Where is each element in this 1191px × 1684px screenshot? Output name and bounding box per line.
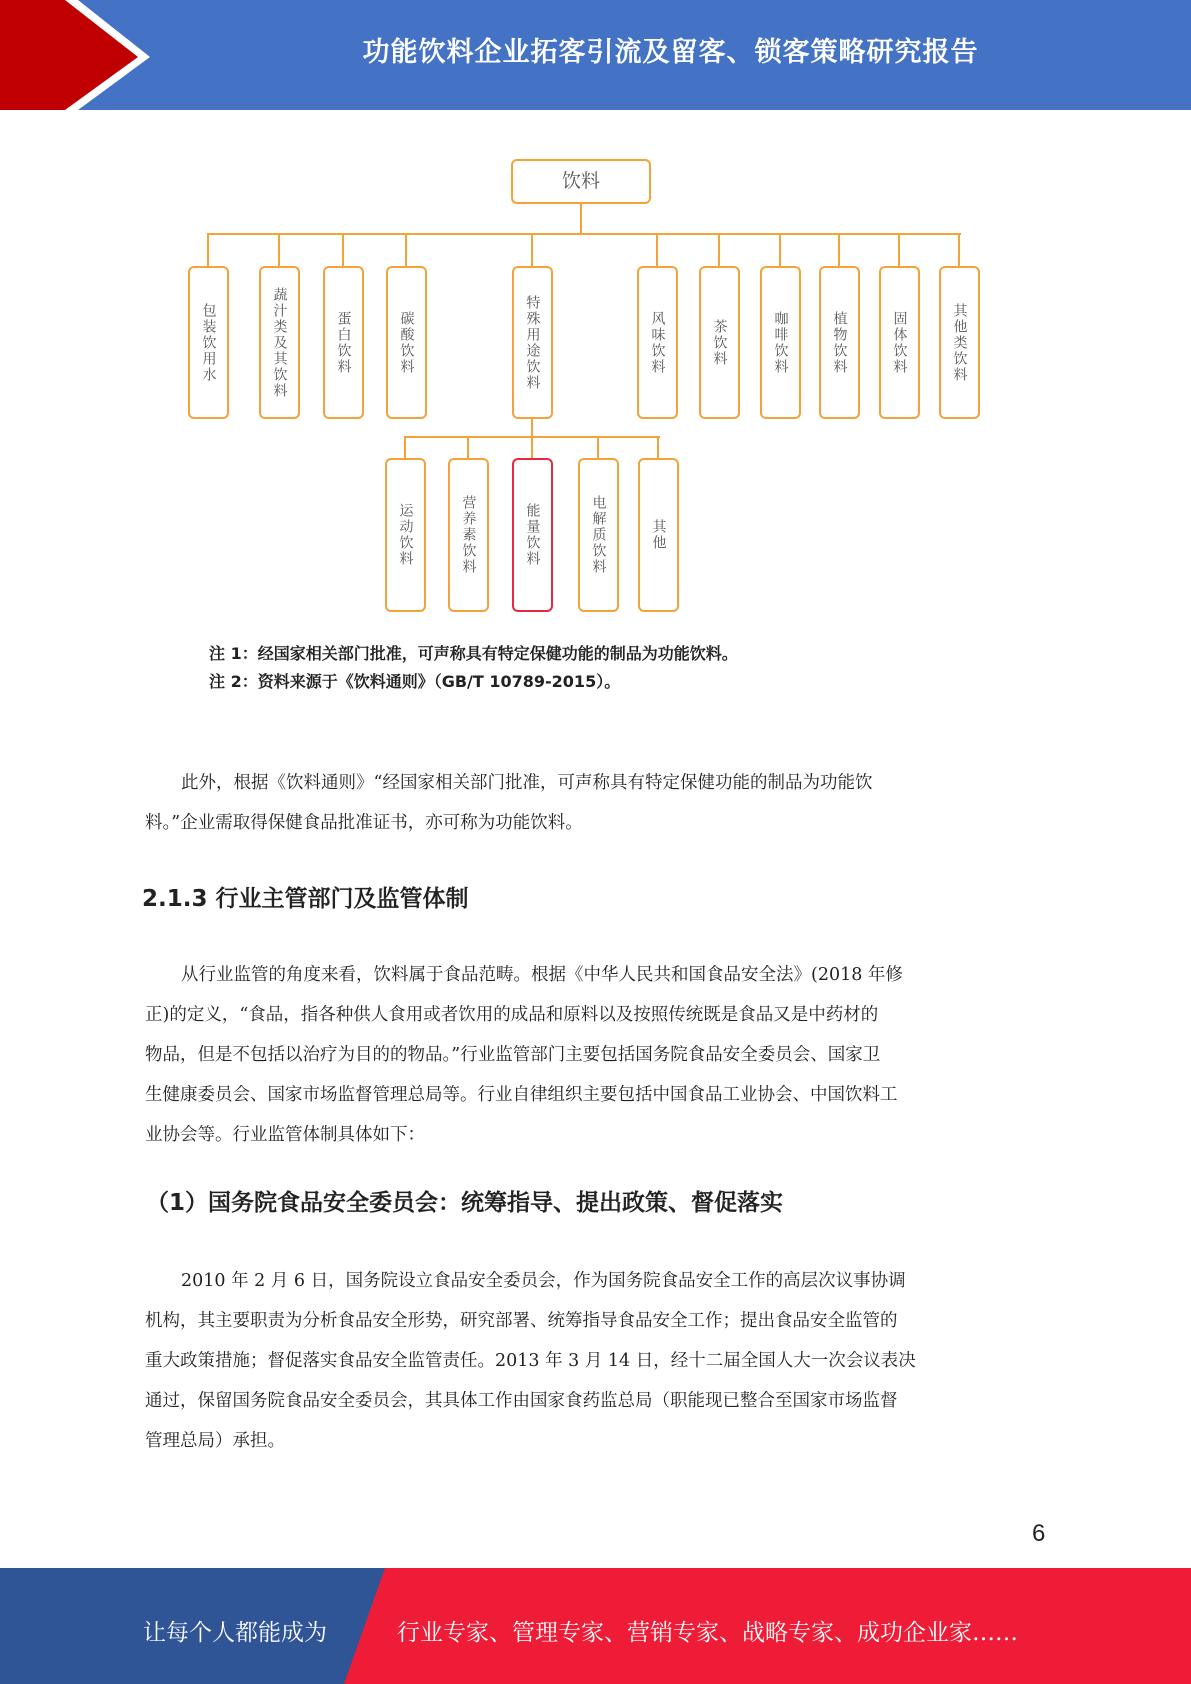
footer-slogan-left: 让每个人都能成为 — [143, 1620, 327, 1646]
page-header — [0, 0, 1191, 110]
diagram-highlighted-node: 能量饮料 — [512, 458, 553, 612]
note-2: 注 2：资料来源于《饮料通则》（GB/T 10789-2015）。 — [209, 672, 621, 691]
diagram-category-node: 其他类饮料 — [939, 266, 980, 419]
connector-line — [278, 233, 280, 266]
connector-line — [657, 436, 659, 458]
section-heading-2-1-3: 2.1.3 行业主管部门及监管体制 — [142, 886, 469, 912]
connector-line — [838, 233, 840, 266]
text-line: 通过，保留国务院食品安全委员会，其具体工作由国家食药监总局（职能现已整合至国家市场监督 — [145, 1391, 898, 1411]
diagram-category-node: 茶饮料 — [699, 266, 740, 419]
text-line: 机构，其主要职责为分析食品安全形势，研究部署、统筹指导食品安全工作；提出食品安全监管的 — [145, 1311, 898, 1331]
paragraph-regulation-overview — [145, 955, 1050, 1155]
report-title: 功能饮料企业拓客引流及留客、锁客策略研究报告 — [362, 37, 979, 68]
paragraph-food-safety-committee — [145, 1261, 1050, 1461]
connector-line — [467, 436, 469, 458]
diagram-category-node: 碳酸饮料 — [386, 266, 427, 419]
text-line: 生健康委员会、国家市场监督管理总局等。行业自律组织主要包括中国食品工业协会、中国饮料工 — [145, 1085, 898, 1105]
diagram-category-node: 植物饮料 — [819, 266, 860, 419]
text-line: 管理总局）承担。 — [145, 1431, 285, 1451]
text-line: 物品，但是不包括以治疗为目的的物品。”行业监管部门主要包括国务院食品安全委员会、国家卫 — [145, 1045, 881, 1065]
diagram-category-node: 蛋白饮料 — [323, 266, 364, 419]
connector-line — [597, 436, 599, 458]
text-line: 此外，根据《饮料通则》“经国家相关部门批准，可声称具有特定保健功能的制品为功能饮 — [181, 773, 873, 793]
connector-line — [342, 233, 344, 266]
connector-line — [531, 419, 533, 437]
text-line: 正)的定义，“食品，指各种供人食用或者饮用的成品和原料以及按照传统既是食品又是中药材的 — [145, 1005, 879, 1025]
diagram-subcategory-node: 运动饮料 — [385, 458, 426, 612]
connector-line — [208, 233, 961, 235]
diagram-category-node: 包装饮用水 — [188, 266, 229, 419]
diagram-category-node: 风味饮料 — [637, 266, 678, 419]
connector-line — [404, 436, 406, 458]
page-footer — [0, 1568, 1191, 1684]
text-line: 从行业监管的角度来看，饮料属于食品范畴。根据《中华人民共和国食品安全法》(2018 年修 — [181, 965, 903, 985]
paragraph-functional-beverage-definition — [145, 763, 1050, 843]
connector-line — [958, 233, 960, 266]
connector-line — [898, 233, 900, 266]
footer-slogan-right: 行业专家、管理专家、营销专家、战略专家、成功企业家…… — [397, 1620, 1018, 1646]
note-1: 注 1：经国家相关部门批准，可声称具有特定保健功能的制品为功能饮料。 — [209, 644, 738, 663]
diagram-category-node: 特殊用途饮料 — [512, 266, 553, 419]
connector-line — [531, 436, 533, 458]
page-number: 6 — [1032, 1520, 1046, 1547]
connector-line — [779, 233, 781, 266]
diagram-subcategory-node: 电解质饮料 — [578, 458, 619, 612]
diagram-category-node: 蔬汁类及其饮料 — [259, 266, 300, 419]
text-line: 2010 年 2 月 6 日，国务院设立食品安全委员会，作为国务院食品安全工作的高层次议事协调 — [181, 1271, 906, 1291]
text-line: 重大政策措施；督促落实食品安全监管责任。2013 年 3 月 14 日，经十二届全国人大一次会议表决 — [145, 1351, 916, 1371]
connector-line — [656, 233, 658, 266]
connector-line — [207, 233, 209, 266]
diagram-root-node: 饮料 — [511, 159, 651, 204]
connector-line — [531, 233, 533, 266]
diagram-category-node: 咖啡饮料 — [760, 266, 801, 419]
text-line: 业协会等。行业监管体制具体如下： — [145, 1125, 425, 1145]
header-arrow-decoration — [0, 0, 160, 110]
connector-line — [405, 233, 407, 266]
diagram-subcategory-node: 其他 — [638, 458, 679, 612]
subsection-heading-1: （1）国务院食品安全委员会：统筹指导、提出政策、督促落实 — [146, 1190, 784, 1216]
connector-line — [580, 204, 582, 234]
text-line: 料。”企业需取得保健食品批准证书，亦可称为功能饮料。 — [145, 813, 583, 833]
connector-line — [718, 233, 720, 266]
diagram-subcategory-node: 营养素饮料 — [448, 458, 489, 612]
diagram-category-node: 固体饮料 — [879, 266, 920, 419]
